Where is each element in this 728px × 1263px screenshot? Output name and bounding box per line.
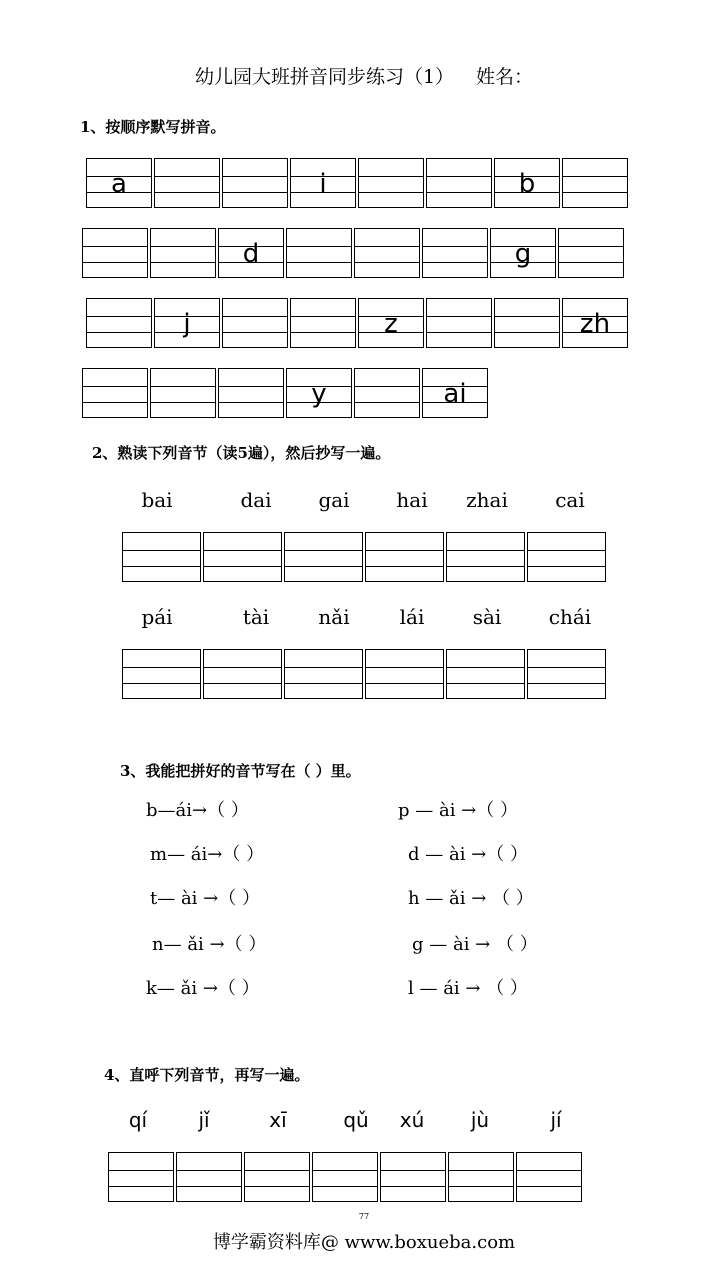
guide-line (427, 316, 491, 317)
writing-box[interactable] (422, 228, 488, 278)
syllable-label: qǔ (343, 1108, 369, 1132)
guide-line (381, 1170, 445, 1171)
exercise-left: k— ǎi →（ ） (146, 978, 260, 999)
guide-line (285, 550, 362, 551)
guide-line (204, 667, 281, 668)
syllable-label: tài (242, 605, 270, 629)
guide-line (355, 402, 419, 403)
syllable-label: jù (470, 1108, 490, 1132)
guide-line (285, 667, 362, 668)
guide-line (155, 192, 219, 193)
guide-line (223, 192, 287, 193)
writing-box[interactable] (290, 158, 356, 208)
pinyin-letter: a (111, 169, 127, 199)
guide-line (449, 1186, 513, 1187)
writing-box[interactable] (446, 532, 525, 582)
guide-line (427, 192, 491, 193)
syllable-label: xú (399, 1108, 425, 1132)
syllable-label: zhai (466, 488, 508, 512)
writing-box[interactable] (516, 1152, 582, 1202)
guide-line (563, 192, 627, 193)
guide-line (245, 1186, 309, 1187)
exercise-right: l — ái → （ ） (408, 978, 528, 999)
exercise-left: m— ái→（ ） (150, 844, 265, 865)
page-title (0, 62, 728, 89)
writing-box[interactable] (365, 649, 444, 699)
guide-line (204, 683, 281, 684)
writing-box[interactable] (558, 228, 624, 278)
guide-line (495, 316, 559, 317)
writing-box[interactable] (286, 228, 352, 278)
writing-box[interactable] (244, 1152, 310, 1202)
guide-line (559, 246, 623, 247)
exercise-left: b—ái→（ ） (146, 800, 249, 821)
syllable-label: chái (548, 605, 592, 629)
writing-box[interactable] (286, 368, 352, 418)
guide-line (495, 332, 559, 333)
syllable-label: bai (141, 488, 173, 512)
syllable-label: jí (550, 1108, 562, 1132)
guide-line (291, 332, 355, 333)
writing-box[interactable] (426, 298, 492, 348)
writing-box[interactable] (154, 298, 220, 348)
writing-box[interactable] (203, 649, 282, 699)
guide-line (83, 386, 147, 387)
guide-line (366, 550, 443, 551)
writing-box[interactable] (380, 1152, 446, 1202)
writing-box[interactable] (218, 368, 284, 418)
guide-line (528, 550, 605, 551)
pinyin-letter: i (319, 169, 327, 199)
guide-line (177, 1170, 241, 1171)
syllable-label: qí (128, 1108, 148, 1132)
exercise-left: n— ǎi →（ ） (152, 934, 267, 955)
writing-box[interactable] (218, 228, 284, 278)
guide-line (447, 550, 524, 551)
pinyin-letter: z (384, 309, 398, 339)
writing-box[interactable] (312, 1152, 378, 1202)
guide-line (219, 402, 283, 403)
guide-line (83, 402, 147, 403)
guide-line (123, 566, 200, 567)
guide-line (83, 246, 147, 247)
guide-line (381, 1186, 445, 1187)
writing-box[interactable] (122, 532, 201, 582)
writing-box[interactable] (358, 158, 424, 208)
writing-box[interactable] (358, 298, 424, 348)
section3-heading: 3、我能把拼好的音节写在（ ）里。 (120, 762, 361, 780)
guide-line (517, 1186, 581, 1187)
guide-line (204, 566, 281, 567)
exercise-right: p — ài →（ ） (398, 800, 518, 821)
guide-line (87, 332, 151, 333)
guide-line (285, 683, 362, 684)
writing-box[interactable] (108, 1152, 174, 1202)
guide-line (366, 566, 443, 567)
writing-box[interactable] (86, 298, 152, 348)
guide-line (366, 683, 443, 684)
guide-line (109, 1186, 173, 1187)
name-label: 姓名： (476, 66, 534, 88)
guide-line (287, 262, 351, 263)
section2-heading: 2、熟读下列音节（读5遍），然后抄写一遍。 (92, 444, 391, 462)
writing-box[interactable] (448, 1152, 514, 1202)
guide-line (287, 246, 351, 247)
guide-line (528, 667, 605, 668)
writing-box[interactable] (494, 158, 560, 208)
guide-line (313, 1186, 377, 1187)
guide-line (528, 566, 605, 567)
writing-box[interactable] (422, 368, 488, 418)
writing-box[interactable] (222, 158, 288, 208)
guide-line (219, 386, 283, 387)
writing-box[interactable] (365, 532, 444, 582)
guide-line (427, 176, 491, 177)
guide-line (528, 683, 605, 684)
guide-line (366, 667, 443, 668)
guide-line (123, 550, 200, 551)
guide-line (204, 550, 281, 551)
pinyin-letter: y (311, 379, 327, 409)
writing-box[interactable] (494, 298, 560, 348)
guide-line (447, 667, 524, 668)
page-number: 77 (358, 1212, 370, 1221)
guide-line (151, 246, 215, 247)
writing-box[interactable] (82, 368, 148, 418)
guide-line (123, 683, 200, 684)
syllable-label: dai (240, 488, 272, 512)
pinyin-letter: g (514, 239, 532, 269)
guide-line (447, 683, 524, 684)
writing-box[interactable] (354, 368, 420, 418)
guide-line (563, 176, 627, 177)
guide-line (355, 246, 419, 247)
syllable-label: pái (141, 605, 173, 629)
guide-line (223, 316, 287, 317)
writing-box[interactable] (354, 228, 420, 278)
guide-line (177, 1186, 241, 1187)
writing-box[interactable] (150, 368, 216, 418)
guide-line (449, 1170, 513, 1171)
syllable-label: jǐ (198, 1108, 210, 1132)
pinyin-letter: ai (443, 379, 467, 409)
syllable-label: hai (396, 488, 428, 512)
syllable-label: xī (269, 1108, 287, 1132)
writing-box[interactable] (176, 1152, 242, 1202)
guide-line (109, 1170, 173, 1171)
guide-line (83, 262, 147, 263)
guide-line (223, 176, 287, 177)
writing-box[interactable] (426, 158, 492, 208)
writing-box[interactable] (290, 298, 356, 348)
pinyin-letter: j (183, 309, 191, 339)
writing-box[interactable] (284, 532, 363, 582)
syllable-label: nǎi (318, 605, 350, 629)
guide-line (559, 262, 623, 263)
pinyin-letter: zh (579, 309, 611, 339)
pinyin-letter: b (518, 169, 536, 199)
writing-box[interactable] (150, 228, 216, 278)
writing-box[interactable] (527, 532, 606, 582)
exercise-left: t— ài →（ ） (150, 888, 260, 909)
guide-line (427, 332, 491, 333)
guide-line (87, 316, 151, 317)
writing-box[interactable] (122, 649, 201, 699)
guide-line (423, 262, 487, 263)
guide-line (359, 192, 423, 193)
guide-line (245, 1170, 309, 1171)
writing-box[interactable] (86, 158, 152, 208)
guide-line (291, 316, 355, 317)
guide-line (359, 176, 423, 177)
guide-line (151, 262, 215, 263)
guide-line (155, 176, 219, 177)
writing-box[interactable] (222, 298, 288, 348)
guide-line (447, 566, 524, 567)
section4-heading: 4、直呼下列音节，再写一遍。 (104, 1066, 310, 1084)
exercise-right: g — ài → （ ） (412, 934, 538, 955)
guide-line (223, 332, 287, 333)
syllable-label: gai (318, 488, 350, 512)
writing-box[interactable] (82, 228, 148, 278)
writing-box[interactable] (562, 298, 628, 348)
writing-box[interactable] (154, 158, 220, 208)
syllable-label: cai (555, 488, 585, 512)
guide-line (151, 402, 215, 403)
exercise-right: h — ǎi → （ ） (408, 888, 534, 909)
writing-box[interactable] (562, 158, 628, 208)
exercise-right: d — ài →（ ） (408, 844, 528, 865)
writing-box[interactable] (284, 649, 363, 699)
guide-line (313, 1170, 377, 1171)
footer-watermark: 博学霸资料库@ www.boxueba.com (212, 1232, 516, 1253)
guide-line (423, 246, 487, 247)
writing-box[interactable] (446, 649, 525, 699)
guide-line (151, 386, 215, 387)
guide-line (123, 667, 200, 668)
writing-box[interactable] (527, 649, 606, 699)
section1-heading: 1、按顺序默写拼音。 (80, 118, 226, 136)
guide-line (285, 566, 362, 567)
title-text: 幼儿园大班拼音同步练习（1） (194, 66, 455, 88)
guide-line (355, 386, 419, 387)
syllable-label: lái (399, 605, 425, 629)
writing-box[interactable] (203, 532, 282, 582)
writing-box[interactable] (490, 228, 556, 278)
syllable-label: sài (472, 605, 502, 629)
guide-line (355, 262, 419, 263)
guide-line (517, 1170, 581, 1171)
pinyin-letter: d (242, 239, 260, 269)
